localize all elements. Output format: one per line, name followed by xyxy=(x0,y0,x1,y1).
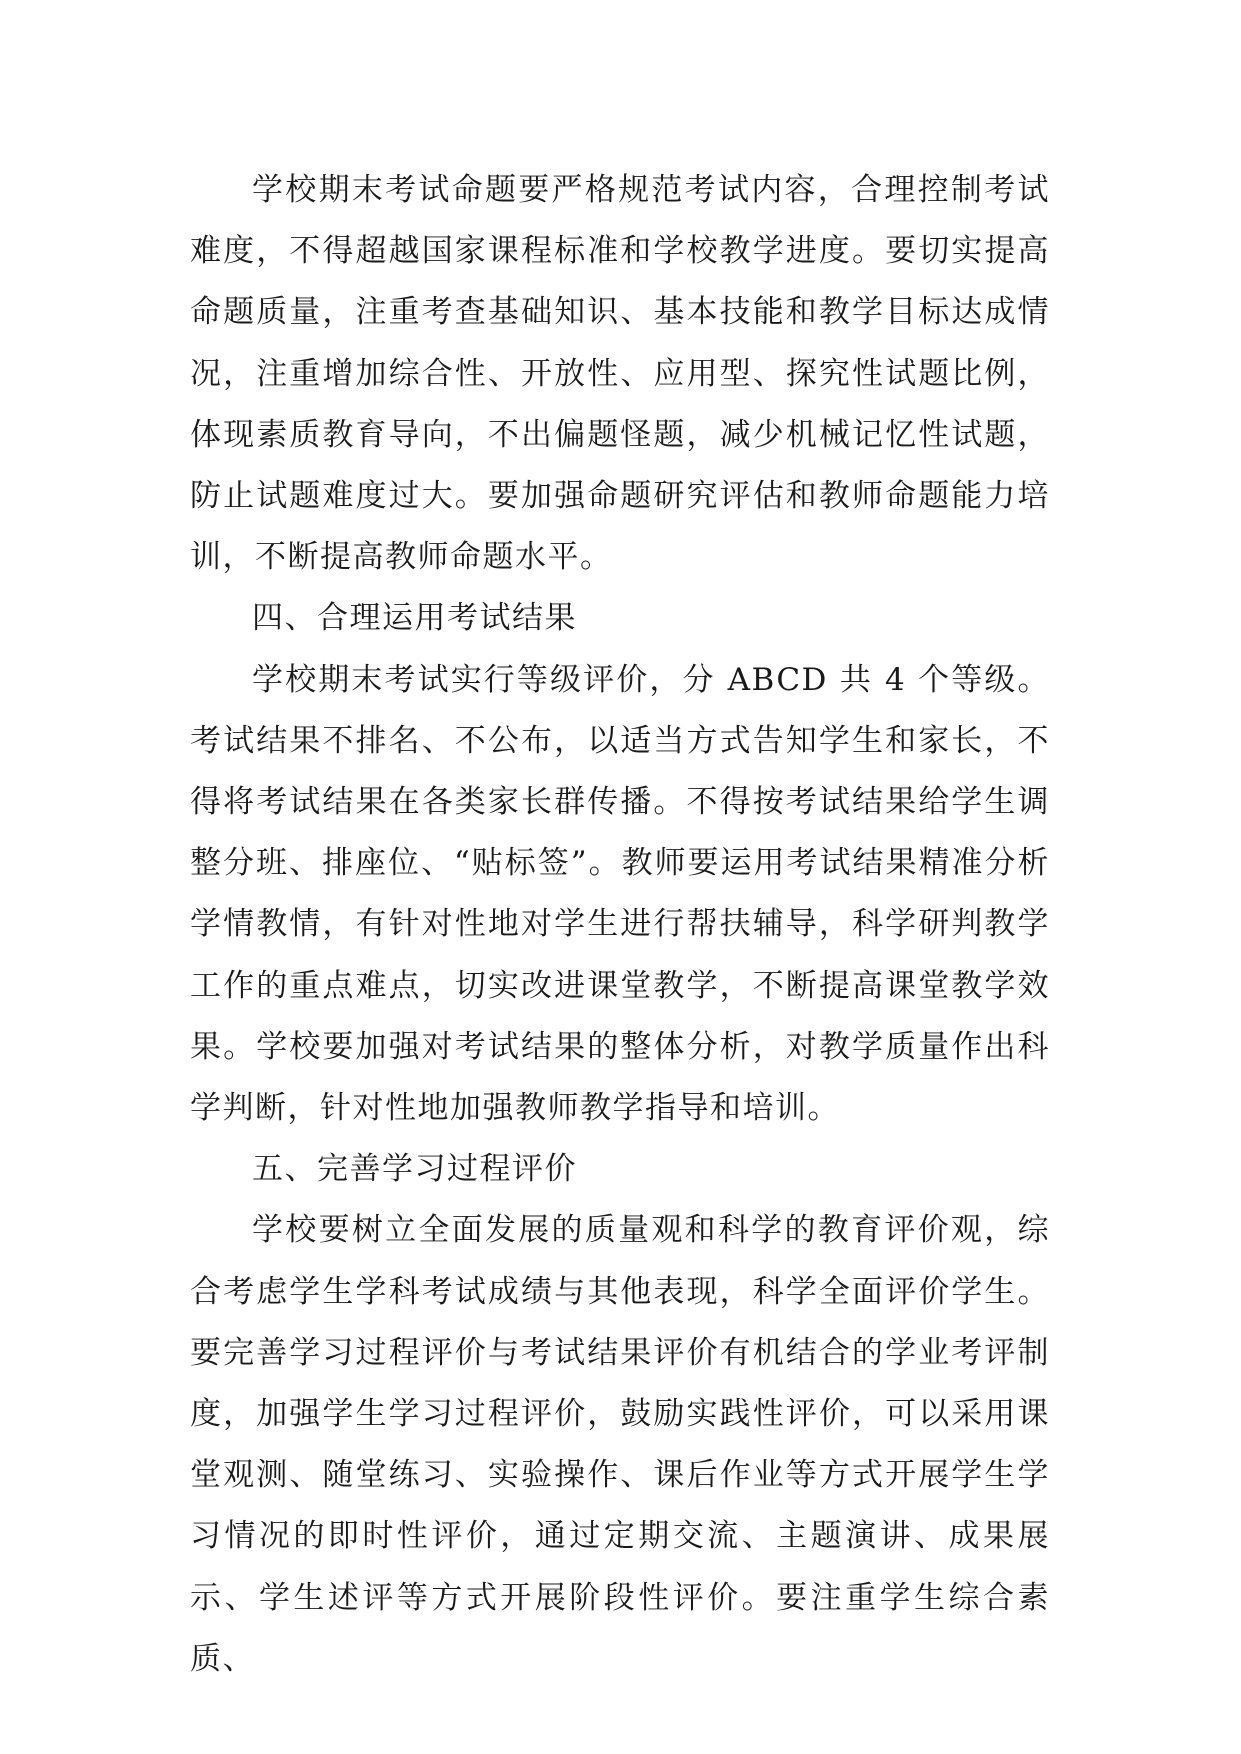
heading-use-exam-results: 四、合理运用考试结果 xyxy=(252,600,577,637)
paragraph-exam-design: 学校期末考试命题要严格规范考试内容，合理控制考试难度，不得超越国家课程标准和学校教学进度。要切实提高命题质量，注重考查基础知识、基本技能和教学目标达成情况，注重增加综合性、开放性、应用型、探究性试题比例，体现素质教育导向，不出偏题怪题，减少机械记忆性试题，防止试题难度过大。要加强命题研究评估和教师命题能力培训，不断提高教师命题水平。 xyxy=(190,172,1050,576)
document-body xyxy=(190,160,1050,1690)
paragraph-process-evaluation: 学校要树立全面发展的质量观和科学的教育评价观，综合考虑学生学科考试成绩与其他表现，科学全面评价学生。要完善学习过程评价与考试结果评价有机结合的学业考评制度，加强学生学习过程评价，鼓励实践性评价，可以采用课堂观测、随堂练习、实验操作、课后作业等方式开展学生学习情况的即时性评价，通过定期交流、主题演讲、成果展示、学生述评等方式开展阶段性评价。要注重学生综合素质、 xyxy=(190,1212,1050,1677)
heading-process-evaluation: 五、完善学习过程评价 xyxy=(252,1151,577,1188)
paragraph-exam-results: 学校期末考试实行等级评价，分 ABCD 共 4 个等级。考试结果不排名、不公布，以适当方式告知学生和家长，不得将考试结果在各类家长群传播。不得按考试结果给学生调整分班、排座位、“贴标签”。教师要运用考试结果精准分析学情教情，有针对性地对学生进行帮扶辅导，科学研判教学工作的重点难点，切实改进课堂教学，不断提高课堂教学效果。学校要加强对考试结果的整体分析，对教学质量作出科学判断，针对性地加强教师教学指导和培训。 xyxy=(190,661,1050,1127)
